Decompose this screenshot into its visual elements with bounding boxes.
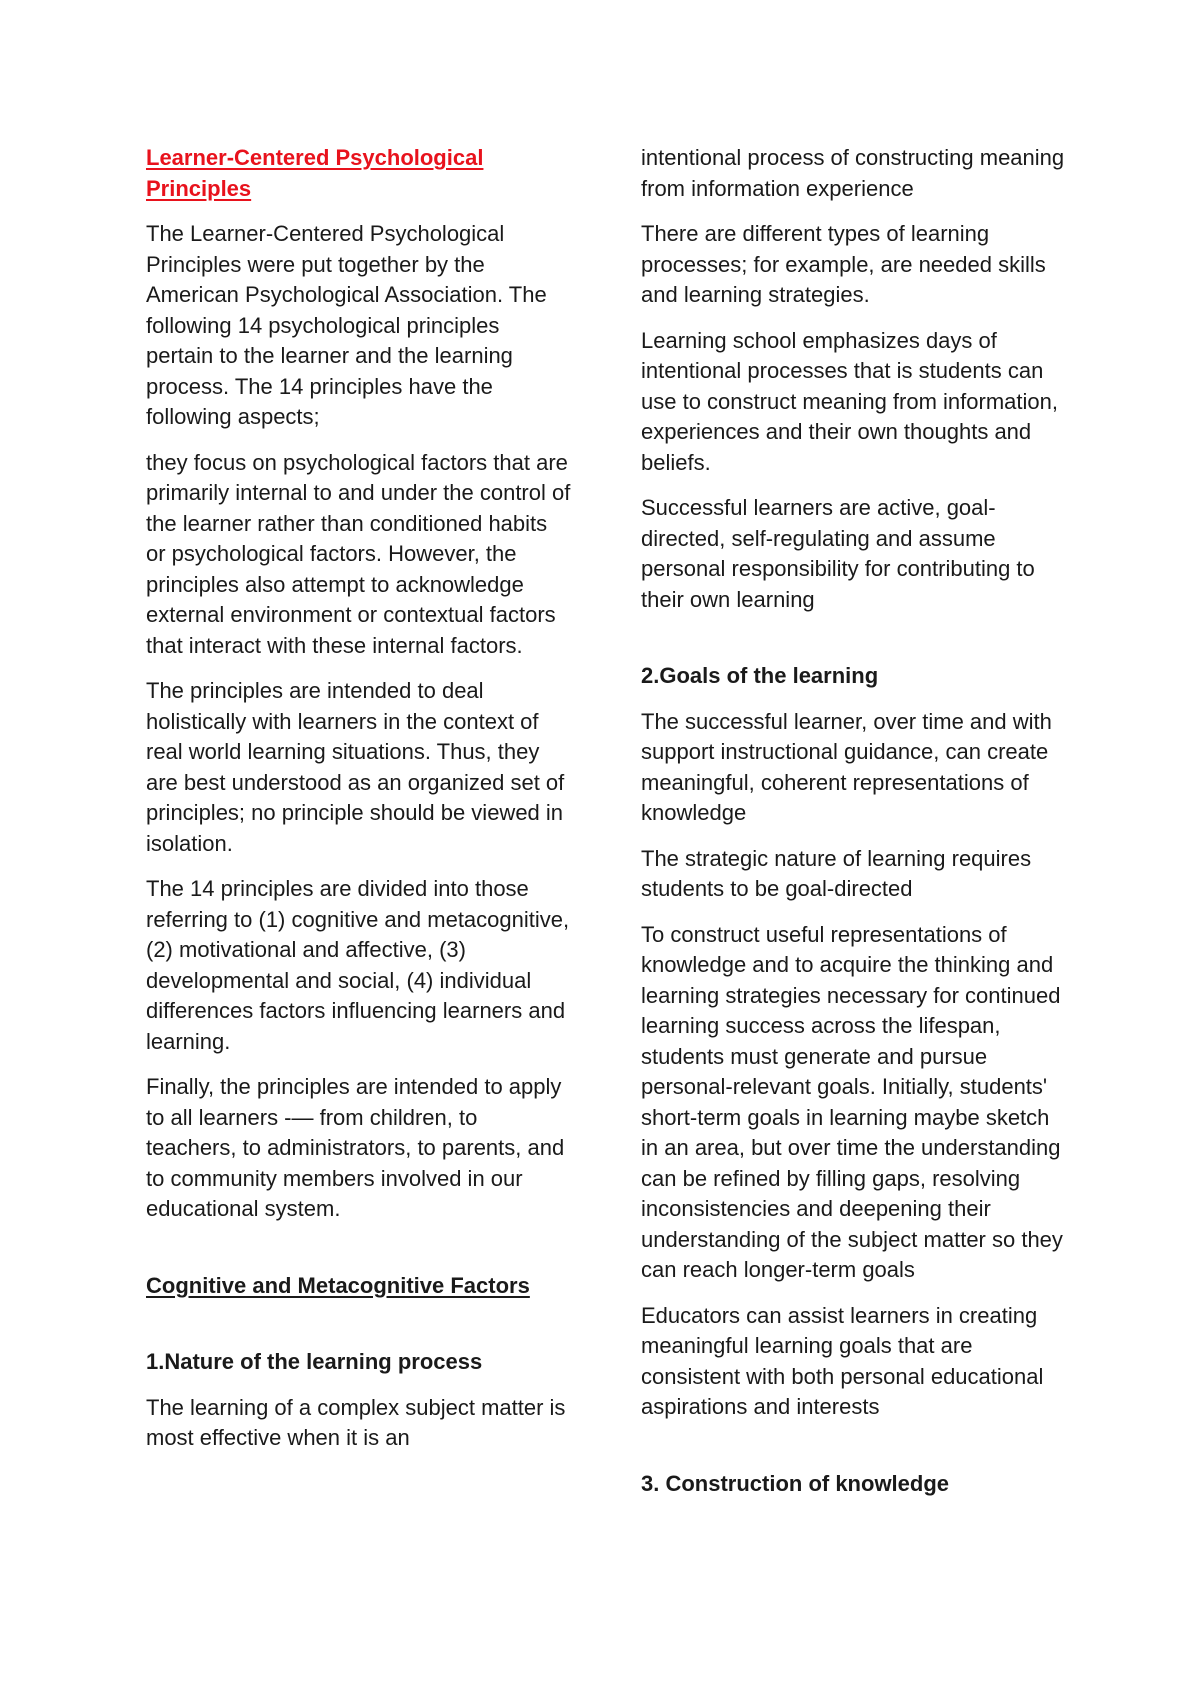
- right-column: [641, 143, 1071, 1514]
- principle-1-heading: 1.Nature of the learning process: [146, 1349, 483, 1374]
- section-heading: Cognitive and Metacognitive Factors: [146, 1272, 530, 1298]
- left-column: [146, 143, 571, 1469]
- principle-1-paragraph: There are different types of learning processes; for example, are needed skills and learning strategies.: [641, 221, 1046, 307]
- page-title: Learner-Centered Psychological Principles: [146, 145, 484, 201]
- principle-2-paragraph: The strategic nature of learning requires students to be goal-directed: [641, 845, 1032, 901]
- principle-3-heading: 3. Construction of knowledge: [641, 1470, 950, 1496]
- principle-2-paragraph: To construct useful representations of knowledge and to acquire the thinking and learning strategies necessary for continued learning success across the lifespan, students must generate and pursue personal-relevant goals. Initially, students' short-term goals in learning maybe sketch in an area, but over time the understanding can be refined by filling gaps, resolving inconsistencies and deepening their understanding of the subject matter so they can reach longer-term goals: [641, 921, 1063, 1282]
- principle-1-continued: intentional process of constructing meaning from information experience: [641, 145, 1065, 201]
- intro-paragraph: The Learner-Centered Psychological Principles were put together by the American Psychological Association. The following 14 psychological principles pertain to the learner and the learning process. The 14 principles have the following aspects;: [146, 221, 547, 429]
- intro-paragraph: The principles are intended to deal holistically with learners in the context of real world learning situations. Thus, they are best understood as an organized set of principles; no principle should be viewed in isolation.: [146, 678, 565, 856]
- intro-paragraph: they focus on psychological factors that are primarily internal to and under the control of the learner rather than conditioned habits or psychological factors. However, the principles also attempt to acknowledge external environment or contextual factors that interact with these internal factors.: [146, 449, 571, 658]
- principle-2-paragraph: The successful learner, over time and with support instructional guidance, can create meaningful, coherent representations of knowledge: [641, 708, 1052, 825]
- principle-1-paragraph: Learning school emphasizes days of intentional processes that is students can use to construct meaning from information, experiences and their own thoughts and beliefs.: [641, 327, 1058, 475]
- intro-paragraph: The 14 principles are divided into those referring to (1) cognitive and metacognitive, (2) motivational and affective, (3) developmental and social, (4) individual differences factors influencing learners and learning.: [146, 876, 570, 1054]
- intro-paragraph: Finally, the principles are intended to apply to all learners -— from children, to teachers, to administrators, to parents, and to community members involved in our educational system.: [146, 1074, 565, 1221]
- principle-1-paragraph: The learning of a complex subject matter is most effective when it is an: [146, 1394, 566, 1450]
- principle-1-paragraph: Successful learners are active, goal-directed, self-regulating and assume personal responsibility for contributing to their own learning: [641, 495, 1035, 612]
- principle-2-paragraph: Educators can assist learners in creating meaningful learning goals that are consistent with both personal educational aspirations and interests: [641, 1302, 1044, 1419]
- principle-2-heading: 2.Goals of the learning: [641, 663, 879, 688]
